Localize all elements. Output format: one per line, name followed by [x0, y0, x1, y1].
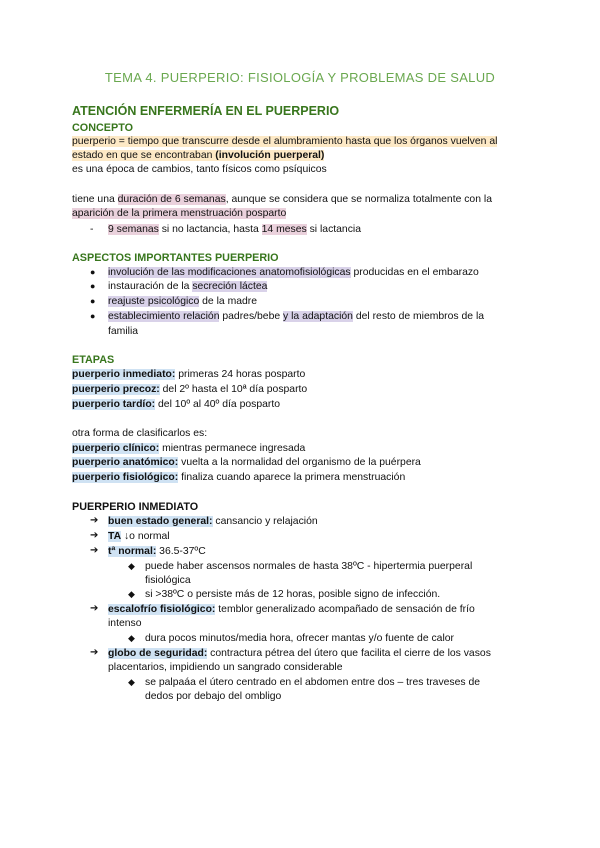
temp-sub-2: si >38ºC o persiste más de 12 horas, posible signo de infección. [145, 589, 441, 600]
etapas-heading: ETAPAS [72, 354, 115, 366]
aspecto-4-b: padres/bebe [219, 311, 284, 322]
document-title: TEMA 4. PUERPERIO: FISIOLOGÍA Y PROBLEMAS DE SALUD [104, 70, 496, 85]
duracion-text-l3d: si lactancia [306, 224, 361, 235]
clasif-anatomico [72, 456, 421, 470]
aspecto-item-3 [108, 295, 257, 309]
diamond-icon: ◆ [128, 633, 135, 643]
inmediato-globo [108, 647, 491, 661]
arrow-icon: ➔ [90, 603, 99, 614]
bullet-icon: ● [90, 267, 96, 277]
escalofrio-text: temblor generalizado acompañado de sensación de frío [215, 604, 475, 615]
secrecion-lactea: secreción láctea [192, 281, 268, 292]
globo-line-2: placentarios, impidiendo un sangrado considerable [108, 662, 343, 673]
ta-label: TA [108, 531, 122, 542]
concepto-line-1 [72, 135, 497, 149]
etapa-tardio-text: del 10º al 40º día posparto [155, 399, 281, 410]
diamond-icon: ◆ [128, 561, 135, 571]
aspecto-item-4-line-2: familia [108, 326, 139, 337]
etapa-tardio-label: puerperio tardío: [72, 399, 156, 410]
temp-sub-1-line-1: puede haber ascensos normales de hasta 38ºC - hipertermia puerperal [145, 561, 473, 572]
involucion-puerperal: (involución puerperal) [215, 150, 325, 161]
etapa-inmediato [72, 368, 305, 382]
ta-text: ↓o normal [121, 531, 170, 542]
concepto-line-2 [72, 149, 324, 163]
estado-general-label: buen estado general: [108, 516, 213, 527]
etapa-precoz-text: del 2º hasta el 10ª día posparto [159, 384, 308, 395]
clasif-clinico [72, 442, 305, 456]
clasif-fisiologico [72, 471, 405, 485]
aspecto-item-2 [108, 280, 267, 294]
establecimiento-relacion: establecimiento relación [108, 311, 220, 322]
nueve-semanas: 9 semanas [108, 224, 159, 235]
inmediato-escalofrio [108, 603, 475, 617]
temp-sub-1-line-2: fisiológica [145, 575, 191, 586]
clasif-clinico-text: mientras permanece ingresada [159, 443, 306, 454]
duracion-text-a: tiene una [72, 194, 118, 205]
inmediato-ta [108, 530, 170, 544]
aspecto-2-a: instauración de la [108, 281, 193, 292]
clasif-fisiologico-label: puerperio fisiológico: [72, 472, 179, 483]
duracion-text-l3b: si no lactancia, hasta [158, 224, 262, 235]
etapa-inmediato-label: puerperio inmediato: [72, 369, 176, 380]
arrow-icon: ➔ [90, 530, 99, 541]
primera-menstruacion: aparición de la primera menstruación posparto [72, 208, 287, 219]
diamond-icon: ◆ [128, 677, 135, 687]
arrow-icon: ➔ [90, 545, 99, 556]
duracion-line-1 [72, 193, 492, 207]
temperatura-text: 36.5-37ºC [156, 546, 206, 557]
globo-sub-line-2: dedos por debajo del ombligo [145, 691, 282, 702]
otra-forma: otra forma de clasificarlos es: [72, 428, 208, 439]
involucion-text: involución de las modificaciones anatomofisiológicas [108, 267, 351, 278]
concepto-definition: puerperio = tiempo que transcurre desde el alumbramiento hasta que los órganos vuelven al [72, 136, 498, 147]
diamond-icon: ◆ [128, 589, 135, 599]
clasif-clinico-label: puerperio clínico: [72, 443, 160, 454]
escalofrio-line-2: intenso [108, 618, 142, 629]
bullet-icon: ● [90, 281, 96, 291]
temperatura-label: tª normal: [108, 546, 157, 557]
adaptacion: y la adaptación [283, 311, 353, 322]
clasif-fisiologico-text: finaliza cuando aparece la primera menstruación [178, 472, 406, 483]
clasif-anatomico-label: puerperio anatómico: [72, 457, 179, 468]
arrow-icon: ➔ [90, 515, 99, 526]
aspecto-item-4 [108, 310, 484, 324]
reajuste-psicologico: reajuste psicológico [108, 296, 200, 307]
etapa-precoz [72, 383, 307, 397]
arrow-icon: ➔ [90, 647, 99, 658]
section-title: ATENCIÓN ENFERMERÍA EN EL PUERPERIO [72, 104, 340, 118]
duracion-line-3 [108, 223, 361, 237]
inmediato-temperatura [108, 545, 206, 559]
escalofrio-label: escalofrío fisiológico: [108, 604, 216, 615]
duracion-line-2 [72, 207, 286, 221]
inmediato-heading: PUERPERIO INMEDIATO [72, 501, 199, 513]
estado-general-text: cansancio y relajación [212, 516, 318, 527]
clasif-anatomico-text: vuelta a la normalidad del organismo de la puérpera [178, 457, 421, 468]
catorce-meses: 14 meses [261, 224, 307, 235]
concepto-line-3: es una época de cambios, tanto físicos como psíquicos [72, 164, 327, 175]
aspecto-1-rest: producidas en el embarazo [350, 267, 479, 278]
etapa-precoz-label: puerperio precoz: [72, 384, 160, 395]
aspecto-4-d: del resto de miembros de la [352, 311, 485, 322]
concepto-line-2a: estado en que se encontraban [72, 150, 216, 161]
globo-sub-line-1: se palpaáa el útero centrado en el abdomen entre dos – tres traveses de [145, 677, 481, 688]
aspecto-3-rest: de la madre [199, 296, 258, 307]
aspecto-item-1 [108, 266, 479, 280]
dash-marker: - [90, 224, 94, 235]
bullet-icon: ● [90, 311, 96, 321]
escalofrio-sub: dura pocos minutos/media hora, ofrecer mantas y/o fuente de calor [145, 633, 454, 644]
inmediato-estado-general [108, 515, 318, 529]
concepto-heading: CONCEPTO [72, 122, 133, 134]
bullet-icon: ● [90, 296, 96, 306]
etapa-tardio [72, 398, 280, 412]
duracion-text-c: , aunque se considera que se normaliza totalmente con la [225, 194, 492, 205]
aspectos-heading: ASPECTOS IMPORTANTES PUERPERIO [72, 252, 279, 264]
globo-text: contractura pétrea del útero que facilita el cierre de los vasos [207, 648, 491, 659]
duracion-6-semanas: duración de 6 semanas [117, 194, 226, 205]
globo-label: globo de seguridad: [108, 648, 208, 659]
etapa-inmediato-text: primeras 24 horas posparto [175, 369, 306, 380]
